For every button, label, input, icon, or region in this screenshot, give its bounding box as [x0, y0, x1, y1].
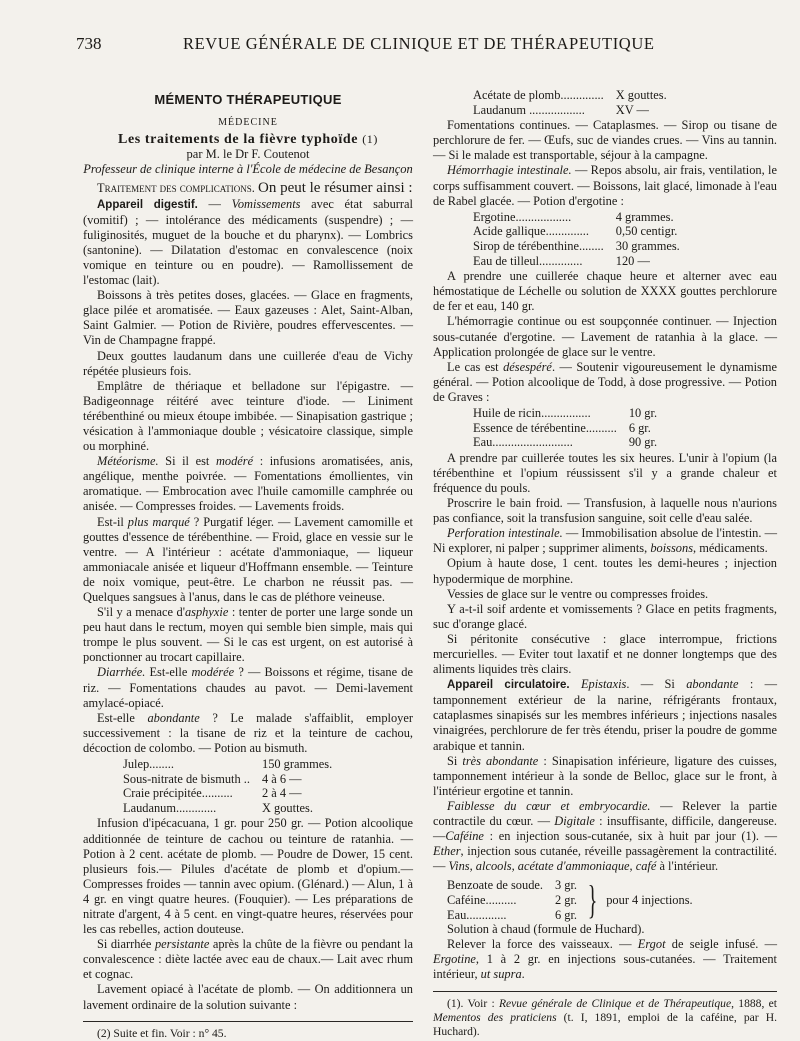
- dose: 6 gr.: [555, 907, 578, 922]
- footnote-right: [433, 997, 777, 1040]
- text-run: Est-il: [97, 514, 128, 529]
- italic-run: Ergotine: [433, 952, 476, 967]
- prescription-graves: [473, 406, 661, 450]
- italic-run: très abondante: [462, 753, 539, 768]
- ingredient: Craie précipitée..........: [123, 786, 233, 801]
- text-run: ? — Boissons et régime, tisane de riz. — Fomentations chaudes au pavot. — Demi-lavement amylacé-opiacé.: [83, 665, 413, 710]
- paragraph: Proscrire le bain froid. — Transfusion, à laquelle nous n'aurions pas confiance, soit la transfusion sanguine, soit celle d'eau salée.: [433, 496, 777, 526]
- ingredient: Essence de térébentine..........: [473, 420, 617, 435]
- subsection-label: MÉDECINE: [218, 117, 278, 129]
- text-run: : tenter de porter une large sonde un peu haut dans le rectum, moyen qui semble bien simple, mais qui trompe le plus souvent. — Si le cas est urgent, on est autorisé à ponctionner au trocart capillaire.: [83, 605, 413, 665]
- prescription-cafeine: [447, 878, 777, 922]
- paragraph-perforation: [433, 526, 777, 556]
- prescription-row: [473, 88, 671, 103]
- ingredient: Ergotine..................: [473, 209, 572, 224]
- text-run: Si: [447, 753, 463, 768]
- ingredient: Caféine..........: [447, 892, 517, 907]
- right-column: [433, 88, 777, 1039]
- italic-run: Ether: [433, 844, 461, 859]
- text-run: . — Soutenir vigoureusement le dynamisme général. — Potion alcoolique de Todd, à dose progressive. — Potion de Graves :: [433, 359, 777, 404]
- footnote-rule: [433, 991, 777, 992]
- prescription-row: [473, 406, 661, 421]
- italic-run: abondante: [147, 710, 200, 725]
- ingredient: Laudanum.............: [123, 800, 217, 815]
- article-title: [83, 132, 413, 147]
- text-run: Le cas est: [447, 359, 504, 374]
- prescription-row: [447, 878, 581, 893]
- prescription-ergotine: [473, 210, 684, 268]
- dose: 150 grammes.: [262, 757, 333, 772]
- prescription-row: [123, 757, 336, 772]
- paragraph: Lavement opiacé à l'acétate de plomb. — On additionnera un lavement ordinaire de la solution suivante :: [83, 982, 413, 1012]
- prescription-row: [473, 254, 684, 269]
- dose: 6 gr.: [628, 420, 651, 435]
- dose: 30 grammes.: [615, 238, 680, 253]
- dose: X gouttes.: [262, 800, 313, 815]
- paragraph: Fomentations continues. — Cataplasmes. — Sirop ou tisane de perchlorure de fer. — Œufs, suc de viandes crues. — Vins au tannin. — Si le malade est transportable, séjour à la campagne.: [433, 118, 777, 163]
- section-title: MÉMENTO THÉRAPEUTIQUE: [154, 92, 342, 107]
- italic-run: Caféine: [445, 829, 484, 844]
- paragraph: [433, 360, 777, 405]
- dose: 4 à 6 —: [262, 771, 302, 786]
- text-run: . — Si: [626, 677, 687, 692]
- italic-run: asphyxie: [184, 605, 229, 620]
- paragraph: Si péritonite consécutive : glace interrompue, frictions mercurielles. — Eviter tout laxatif et ne donner longtemps que des aliments liquides très clairs.: [433, 631, 777, 677]
- intro-paragraph: [83, 181, 413, 196]
- text-run: (1). Voir :: [447, 996, 499, 1010]
- paragraph: [83, 605, 413, 665]
- paragraph-hemorrhagie: [433, 163, 777, 208]
- prescription-row: [473, 103, 671, 118]
- prescription-row: [447, 908, 581, 923]
- ingredient: Acétate de plomb..............: [473, 88, 604, 102]
- paragraph: [83, 937, 413, 982]
- italic-run: Digitale: [554, 814, 595, 828]
- paragraph: [433, 754, 777, 799]
- paragraph: [83, 515, 413, 606]
- paragraph-appareil-circulatoire: [433, 677, 777, 753]
- dose: 3 gr.: [555, 878, 578, 893]
- page-number: 738: [76, 34, 102, 53]
- ingredient: Acide gallique..............: [473, 224, 589, 239]
- ingredient: Eau..........................: [473, 435, 573, 450]
- italic-run: Vins, alcools, acétate d'ammoniaque, café: [448, 859, 657, 874]
- running-title: REVUE GÉNÉRALE DE CLINIQUE ET DE THÉRAPEUTIQUE: [183, 34, 655, 53]
- paragraph: Y a-t-il soif ardente et vomissements ? Glace en petits fragments, suc d'orange glacé.: [433, 601, 777, 631]
- italic-run: persistante: [154, 937, 210, 952]
- article-title-text: Les traitements de la fièvre typhoïde: [118, 132, 359, 148]
- intro-label: Traitement des complications.: [97, 181, 255, 196]
- text-run: Si il est: [158, 454, 216, 469]
- ingredient: Julep........: [123, 757, 174, 772]
- prescription-row: [123, 801, 336, 816]
- italic-run: modéré: [215, 454, 254, 469]
- paragraph: Solution à chaud (formule de Huchard).: [447, 922, 645, 937]
- dose: 10 gr.: [628, 405, 658, 420]
- intro-text: On peut le résumer ainsi :: [257, 180, 413, 197]
- italic-run: modérée: [191, 665, 235, 680]
- brace-symbol: }: [587, 877, 598, 923]
- paragraph: Opium à haute dose, 1 cent. toutes les demi-heures ; injection hypodermique de morphine.: [433, 556, 777, 586]
- italic-run: plus marqué: [127, 514, 190, 529]
- paragraph-faiblesse-coeur: [433, 799, 777, 874]
- heading-appareil-circulatoire: Appareil circulatoire.: [447, 679, 570, 692]
- paragraph: Vessies de glace sur le ventre ou compresses froides.: [447, 586, 709, 601]
- text-run: , 1888, et: [731, 996, 777, 1010]
- italic-run: Ergot: [637, 937, 666, 952]
- paragraph: L'hémorragie continue ou est soupçonnée continuer. — Injection sous-cutanée d'ergotine. — Lavement de ratanhia à la glace. — Application prolongée de glace sur le ventre.: [433, 314, 777, 359]
- prescription-row: [473, 421, 661, 436]
- text-run: Est-elle: [97, 710, 148, 725]
- paragraph: A prendre par cuillerée toutes les six heures. L'unir à l'opium (la térébenthine et l'opium réussissent s'il y a grande chaleur et fréquence du pouls.: [433, 450, 777, 495]
- author-line: par M. le Dr F. Coutenot: [186, 147, 310, 162]
- text-run: Si diarrhée: [97, 937, 155, 952]
- dose: 120 —: [615, 253, 650, 268]
- paragraph: [83, 711, 413, 756]
- text-run: ? Le malade s'affaiblit, employer successivement : la tisane de riz et la teinture de cachou, décoction de colombo. — Potion au bismuth.: [83, 710, 413, 755]
- text-run: ? Purgatif léger. — Lavement camomille et gouttes d'essence de térébenthine. — Froid, glace en vessie sur le ventre. — A l'intérieur : acétate d'ammoniaque, — liqueur ammoniacale anisée et liqueur d'Hoffmann ensemble. — Teinture de noix vomique, peut-être. Le charbon ne réussit pas. — Quelques sangsues à l'anus, dans le cas de pléthore veineuse.: [83, 514, 413, 604]
- paragraph-diarrhee: [83, 665, 413, 710]
- text-run: , médicaments.: [693, 541, 768, 556]
- text-run: (t. I, 1891, emploi de la caféine, par H. Huchard).: [433, 1010, 777, 1038]
- dose: 2 à 4 —: [262, 786, 302, 801]
- italic-run: Perforation intestinale.: [447, 526, 563, 541]
- text-run: : Sinapisation inférieure, ligature des cuisses, tamponnement intérieur à la sonde de Belloc, glace sur le front, à l'intérieur ergotine et tannin.: [433, 753, 778, 798]
- italic-run: boissons: [650, 541, 694, 556]
- ingredient: Eau de tilleul..............: [473, 253, 583, 268]
- text-run: de seigle infusé. —: [665, 937, 777, 952]
- text-run: Est-elle: [145, 665, 192, 680]
- italic-run: Mementos des praticiens: [433, 1010, 557, 1024]
- dose: X gouttes.: [615, 88, 667, 102]
- text-run: [570, 677, 581, 691]
- dose: 90 gr.: [628, 435, 658, 450]
- dose: XV —: [615, 102, 649, 117]
- footnote-rule: [83, 1021, 413, 1022]
- ingredient: Sirop de térébenthine........: [473, 238, 604, 253]
- paragraph: Deux gouttes laudanum dans une cuillerée d'eau de Vichy répétée plusieurs fois.: [83, 348, 413, 378]
- italic-run: désespéré: [503, 359, 552, 374]
- prescription-row: [447, 893, 581, 908]
- text-run: Relever la force des vaisseaux. —: [447, 937, 638, 952]
- text-run: à l'intérieur.: [656, 859, 719, 874]
- italic-run: Météorisme.: [97, 454, 159, 469]
- dose: 2 gr.: [555, 892, 578, 907]
- text-run: , injection sous cutanée, réveille passagèrement la contractilité. —: [433, 844, 777, 874]
- text-run: — Immobilisation absolue de l'intestin. — Ni explorer, ni palper ; supprimer aliments,: [433, 526, 777, 556]
- prescription-row: [473, 239, 684, 254]
- text-run: — Repos absolu, air frais, ventilation, le corps suffisamment couvert. — Boissons, lait glacé, limonade à l'eau de Rabel glacée. — Potion d'ergotine :: [433, 163, 778, 208]
- italic-run: Hémorrhagie intestinale.: [447, 163, 572, 178]
- text-run: : en injection sous-cutanée, six à huit par jour (1). —: [483, 829, 777, 844]
- paragraph: A prendre une cuillerée chaque heure et alterner avec eau hémostatique de Léchelle ou solution de XXXX gouttes perchlorure de fer et eau, 140 gr.: [433, 269, 777, 314]
- prescription-plomb: [473, 88, 671, 117]
- italic-run: Vomissements: [231, 196, 301, 211]
- italic-run: Revue générale de Clinique et de Thérapeutique: [498, 996, 732, 1010]
- text-run: S'il y a menace d': [97, 605, 185, 620]
- text-run: — Relever la partie contractile du cœur. —: [433, 798, 777, 828]
- footnote-left: (2) Suite et fin. Voir : n° 45.: [97, 1026, 227, 1040]
- text-run: —: [197, 196, 232, 211]
- prescription-note: pour 4 injections.: [606, 892, 693, 907]
- text-run: avec état saburral (vomitif) ; — intolérance des médicaments (suspendre) ; — fuliginosités, muguet de la bouche et du pharynx). — Lombrics (santonine). — Dilatation d'estomac en convalescence (noix vomique en teinture ou en poudre). — Ramollissement de l'estomac (lait).: [83, 196, 413, 288]
- text-run: : — tamponnement extérieur de la narine, réfrigérants frontaux, cataplasmes sinapisés sur les membres inférieurs ; injections nasales vinaigrées, perchlorure de fer très étendu, priser la poudre de gomme arabique et tannin.: [433, 677, 777, 753]
- ingredient: Laudanum ..................: [473, 102, 585, 117]
- dose: 4 grammes.: [615, 209, 674, 224]
- paragraph-meteorisme: [83, 454, 413, 514]
- text-run: : insuffisante, difficile, dangereuse.—: [433, 814, 777, 844]
- prescription-row: [123, 772, 336, 787]
- text-run: après la chûte de la fièvre ou pendant la convalescence : diète lactée avec eau de chaux.— Lait avec rhum et cognac.: [83, 937, 413, 982]
- paragraph: Emplâtre de thériaque et belladone sur l'épigastre. — Badigeonnage réitéré avec teinture d'iode. — Liniment térébenthiné ou mieux étoupe imbibée. — Sinapisation gastrique ; vésication à l'ammoniaque double ; vésicatoire classique, simple ou morphiné.: [83, 378, 413, 454]
- prescription-bismuth: [123, 757, 336, 815]
- italic-run: Epistaxis: [580, 677, 627, 692]
- italic-run: Diarrhée.: [97, 665, 146, 680]
- text-run: : infusions aromatisées, anis, angélique, menthe poivrée. — Fomentations émollientes, vin aromatique. — Embrocation avec l'huile camomille camphrée ou anisée. — Compresses froides. — Lavements froids.: [83, 454, 413, 514]
- ingredient: Benzoate de soude.: [447, 878, 543, 893]
- ingredient: Sous-nitrate de bismuth ..: [123, 771, 250, 786]
- italic-run: abondante: [686, 677, 739, 692]
- paragraph-appareil-digestif: [83, 197, 413, 289]
- prescription-row: [473, 224, 684, 239]
- paragraph: Boissons à très petites doses, glacées. — Glace en fragments, glace pilée et aromatisée. — Eaux gazeuses : Alet, Saint-Alban, Saint Galmier. — Potion de Rivière, poudres effervescentes. — Vin de Champagne frappé.: [83, 288, 413, 348]
- italic-run: Faiblesse du cœur et embryocardie.: [447, 798, 651, 813]
- prescription-row: [473, 210, 684, 225]
- dose: 0,50 centigr.: [615, 224, 678, 239]
- text-run: , 1 à 2 gr. en injections sous-cutanées. — Traitement intérieur,: [433, 952, 777, 982]
- ingredient: Huile de ricin................: [473, 405, 591, 420]
- text-run: .: [521, 967, 525, 982]
- author-affiliation: Professeur de clinique interne à l'École de médecine de Besançon: [83, 162, 413, 177]
- prescription-row: [123, 786, 336, 801]
- article-note-ref: (1): [362, 132, 378, 147]
- heading-appareil-digestif: Appareil digestif.: [97, 198, 198, 211]
- left-column: [83, 88, 413, 1041]
- prescription-row: [473, 435, 661, 450]
- paragraph: Infusion d'ipécacuana, 1 gr. pour 250 gr. — Potion alcoolique additionnée de teinture de cachou ou teinture de ratanhia. — Potion à 2 cent. acétate de plomb. — Poudre de Dower, 15 cent. plusieurs fois.— Pilules d'acétate de plomb et d'opium.— Compresses froides — tannin avec opium. (Glénard.) — Alun, 1 à 4 gr. en vingt quatre heures. (Fouquier). — Les préparations de nitrate d'argent, 4 à 5 cent. en vingt-quatre heures, réservées pour les cas rebelles, action douteuse.: [83, 816, 413, 937]
- paragraph: [433, 937, 777, 982]
- prescription-cafeine-table: [447, 878, 581, 922]
- ingredient: Eau.............: [447, 907, 507, 922]
- italic-run: ut supra: [480, 967, 522, 982]
